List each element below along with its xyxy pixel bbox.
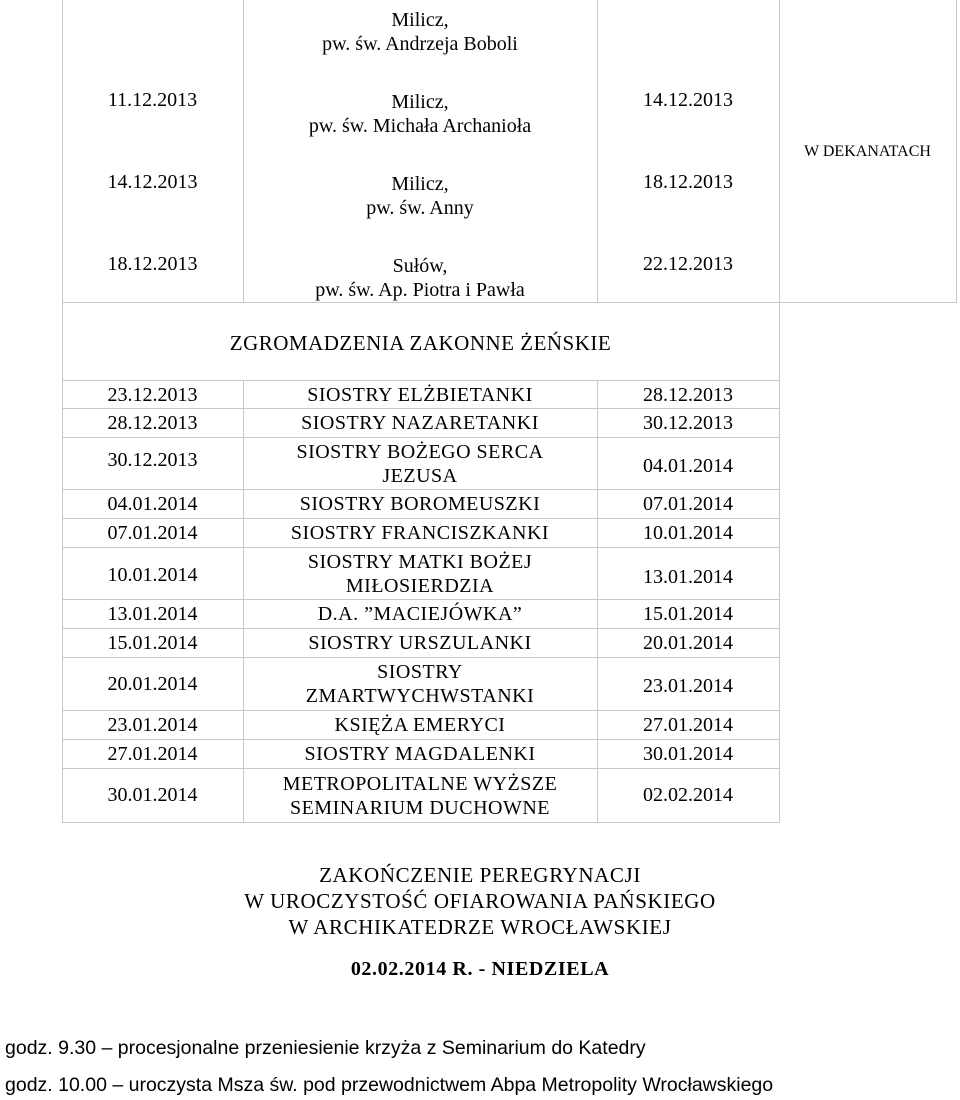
schedule-time: godz. 10.00 <box>5 1074 107 1096</box>
congregation-name: SIOSTRY BOROMEUSZKI <box>299 493 541 515</box>
closing-date: 02.02.2014 R. - NIEDZIELA <box>350 958 610 980</box>
congregation-name: SIOSTRY ELŻBIETANKI <box>307 383 533 406</box>
congregation-start-date: 23.12.2013 <box>107 383 198 406</box>
parish-start-date: 14.12.2013 <box>107 171 198 193</box>
congregation-end-date: 30.01.2014 <box>643 743 733 765</box>
congregation-end-date: 10.01.2014 <box>643 522 733 544</box>
congregation-end-date: 15.01.2014 <box>643 603 733 625</box>
congregation-start-date: 23.01.2014 <box>107 714 198 736</box>
congregation-start-date: 04.01.2014 <box>107 493 198 515</box>
congregation-start-date: 27.01.2014 <box>107 743 198 765</box>
congregation-end-date: 07.01.2014 <box>643 493 733 515</box>
congregation-name-line: SEMINARIUM DUCHOWNE <box>289 796 551 819</box>
parish-start-date: 18.12.2013 <box>107 253 198 275</box>
congregation-name: SIOSTRY NAZARETANKI <box>301 412 539 434</box>
congregation-name-line: SIOSTRY MATKI BOŻEJ <box>307 550 533 573</box>
parish-place-church: pw. św. Andrzeja Boboli <box>322 33 518 55</box>
schedule-dash: – <box>101 1037 113 1059</box>
congregation-start-date: 15.01.2014 <box>107 632 198 654</box>
congregation-end-date: 02.02.2014 <box>643 784 733 806</box>
parish-end-date: 22.12.2013 <box>643 253 733 275</box>
congregation-end-date: 28.12.2013 <box>643 383 733 406</box>
congregation-name <box>243 658 597 710</box>
congregation-end-date: 20.01.2014 <box>643 632 733 654</box>
congregation-name <box>243 548 597 599</box>
closing-line: ZAKOŃCZENIE PEREGRYNACJI <box>319 863 641 887</box>
parish-place <box>243 86 597 142</box>
grid-line <box>62 822 780 823</box>
parish-end-date: 14.12.2013 <box>643 89 733 111</box>
closing-line: W ARCHIKATEDRZE WROCŁAWSKIEJ <box>288 915 672 939</box>
parish-place-church: pw. św. Michała Archanioła <box>308 115 532 137</box>
schedule-item <box>5 1036 646 1060</box>
side-label-deanery: W DEKANATACH <box>804 143 931 160</box>
congregation-start-date: 30.12.2013 <box>107 449 198 471</box>
congregation-name-line: METROPOLITALNE WYŻSZE <box>282 772 558 795</box>
parish-start-date: 11.12.2013 <box>107 89 198 111</box>
congregation-end-date: 23.01.2014 <box>643 675 733 697</box>
schedule-text: procesjonalne przeniesienie krzyża z Seminarium do Katedry <box>117 1037 646 1059</box>
schedule-dash: – <box>112 1074 124 1096</box>
congregation-name: SIOSTRY FRANCISZKANKI <box>290 522 550 544</box>
parish-place-church: pw. św. Anny <box>366 197 474 219</box>
congregation-start-date: 13.01.2014 <box>107 603 198 625</box>
grid-line <box>956 0 957 302</box>
schedule-time: godz. 9.30 <box>5 1037 97 1059</box>
congregation-name: SIOSTRY MAGDALENKI <box>304 743 536 765</box>
schedule-text: uroczysta Msza św. pod przewodnictwem Abpa Metropolity Wrocławskiego <box>128 1074 774 1096</box>
parish-place <box>243 250 597 306</box>
parish-place-city: Milicz, <box>391 91 449 113</box>
parish-place <box>243 2 597 62</box>
congregation-end-date: 27.01.2014 <box>643 714 733 736</box>
congregation-name <box>243 769 597 822</box>
congregation-end-date: 13.01.2014 <box>643 566 733 588</box>
parish-place <box>243 168 597 224</box>
congregation-start-date: 30.01.2014 <box>107 784 198 806</box>
congregation-start-date: 10.01.2014 <box>107 564 198 586</box>
congregation-name: D.A. ”MACIEJÓWKA” <box>317 603 523 625</box>
congregation-name-line: ZMARTWYCHWSTANKI <box>305 685 535 707</box>
congregation-name-line: SIOSTRY BOŻEGO SERCA <box>296 440 544 463</box>
congregation-name: KSIĘŻA EMERYCI <box>334 714 506 736</box>
congregation-start-date: 28.12.2013 <box>107 412 198 434</box>
congregation-name-line: SIOSTRY <box>377 661 463 683</box>
parish-end-date: 18.12.2013 <box>643 171 733 193</box>
congregation-name <box>243 438 597 489</box>
parish-place-city: Milicz, <box>391 173 449 195</box>
section-title: ZGROMADZENIA ZAKONNE ŻEŃSKIE <box>229 331 612 355</box>
parish-place-church: pw. św. Ap. Piotra i Pawła <box>315 279 525 301</box>
congregation-start-date: 20.01.2014 <box>107 673 198 695</box>
congregation-end-date: 30.12.2013 <box>643 412 733 434</box>
congregation-name-line: JEZUSA <box>382 464 458 487</box>
congregation-start-date: 07.01.2014 <box>107 522 198 544</box>
congregation-name: SIOSTRY URSZULANKI <box>308 632 532 654</box>
congregation-end-date: 04.01.2014 <box>643 455 733 477</box>
congregation-name-line: MIŁOSIERDZIA <box>345 574 495 597</box>
parish-place-city: Sułów, <box>392 255 448 277</box>
parish-place-city: Milicz, <box>391 9 449 31</box>
schedule-item <box>5 1073 773 1097</box>
grid-line <box>779 0 780 822</box>
closing-line: W UROCZYSTOŚĆ OFIAROWANIA PAŃSKIEGO <box>244 889 716 913</box>
